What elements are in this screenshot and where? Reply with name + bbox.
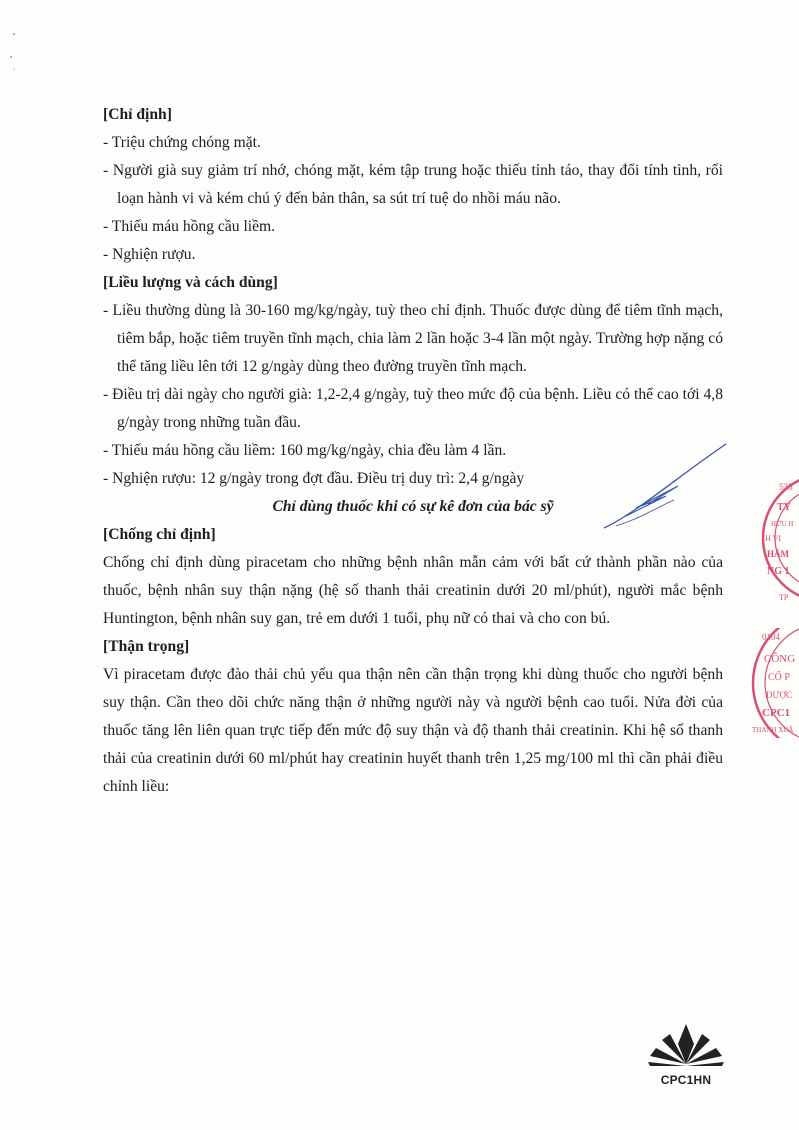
company-stamp-top [755,468,799,618]
precautions-text: Vì piracetam được đào thải chủ yếu qua thận nên cần thận trọng khi dùng thuốc cho người bệnh suy thận. Cần theo dõi chức năng thận ở những người này và người bệnh cao tuổi. Nửa đời của thuốc tăng lên liên quan trực tiếp đến mức độ suy thận và độ thanh thải creatinin. Khi hệ số thanh thải của creatinin dưới 60 ml/phút hay creatinin huyết thanh trên 1,25 mg/100 ml thì cần phải điều chỉnh liều: [103,666,723,795]
indication-item: - Nghiện rượu. [103,246,196,263]
stamp-text: CỔ P [768,672,790,683]
stamp-text: TP [779,593,789,602]
stamp-text: CPC1 [762,707,791,719]
stamp-text: 0104 [762,632,780,642]
contraindications-text: Chống chỉ định dùng piracetam cho những bệnh nhân mẫn cảm với bất cứ thành phần nào của thuốc, bệnh nhân suy thận nặng (hệ số thanh thải creatinin dưới 20 ml/phút), người mắc bệnh Huntington, bệnh nhân suy gan, trẻ em dưới 1 tuổi, phụ nữ có thai và cho con bú. [103,554,723,627]
company-stamp-bottom [740,628,799,738]
indication-item: - Thiếu máu hồng cầu liềm. [103,218,276,235]
lotus-logo-icon [646,1022,726,1068]
stamp-text: HẨM [767,549,789,559]
company-logo [646,1022,726,1087]
stamp-text: 536 [779,482,793,492]
stamp-text: TY [777,502,791,513]
dosage-item: - Nghiện rượu: 12 g/ngày trong đợt đầu. Điều trị duy trì: 2,4 g/ngày [103,470,525,487]
stamp-text: CÔNG [764,653,796,665]
contraindications-heading: [Chống chỉ định] [103,526,216,543]
stamp-text: HỮU H [771,520,794,528]
indication-item: - Người già suy giảm trí nhớ, chóng mặt, kém tập trung hoặc thiếu tỉnh táo, thay đổi tính tình, rối loạn hành vi và kém chú ý đến bản thân, sa sút trí tuệ do nhồi máu não. [103,162,723,207]
prescription-note: Chỉ dùng thuốc khi có sự kê đơn của bác sỹ [272,498,554,515]
dosage-item: - Liều thường dùng là 30-160 mg/kg/ngày, tuỳ theo chỉ định. Thuốc được dùng để tiêm tĩnh mạch, tiêm bắp, hoặc tiêm truyền tĩnh mạch, chia làm 2 lần hoặc 3-4 lần một ngày. Trường hợp nặng có thể tăng liều lên tới 12 g/ngày dùng theo đường truyền tĩnh mạch. [103,302,723,375]
scan-edge-marks [0,0,40,80]
dosage-item: - Thiếu máu hồng cầu liềm: 160 mg/kg/ngày, chia đều làm 4 lần. [103,442,507,459]
logo-text: CPC1HN [660,1073,712,1087]
stamp-text: THANH XUÂ [752,726,794,734]
indication-item: - Triệu chứng chóng mặt. [103,134,261,151]
stamp-text: H VI [765,534,782,543]
dosage-heading: [Liều lượng và cách dùng] [103,274,278,291]
indications-heading: [Chỉ định] [103,106,172,123]
dosage-item: - Điều trị dài ngày cho người già: 1,2-2,4 g/ngày, tuỳ theo mức độ của bệnh. Liều có thể cao tới 4,8 g/ngày trong những tuần đầu. [103,386,723,431]
stamp-text: NG 1 [767,566,790,577]
signature-icon [596,438,736,538]
precautions-heading: [Thận trọng] [103,638,190,655]
stamp-text: DƯỢC [766,690,792,700]
